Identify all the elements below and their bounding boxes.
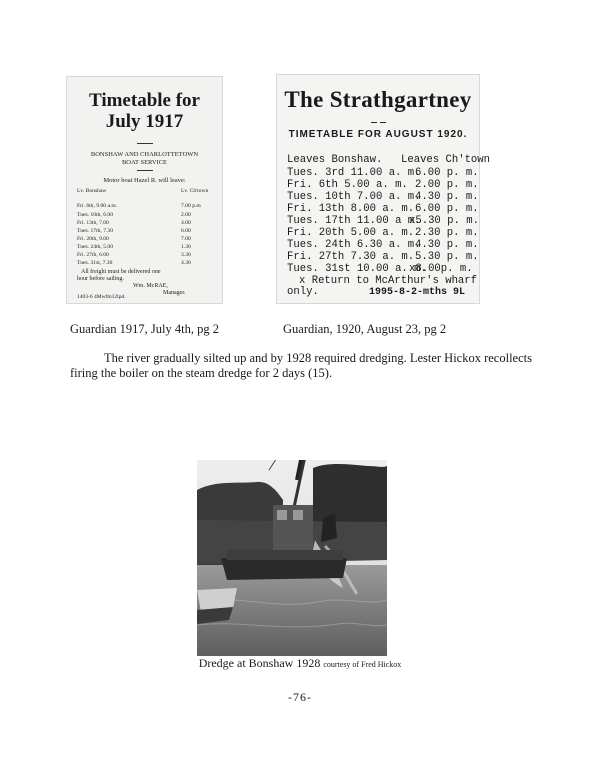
dredge-photo-image [197, 460, 387, 656]
caption-right: Guardian, 1920, August 23, pg 2 [283, 322, 447, 336]
col-left: Lv. Bonshaw [77, 188, 107, 194]
col-right: Lv. Ch'town [181, 188, 209, 194]
ad-code: 1995-8-2-mths 9L [368, 287, 465, 298]
clipping2-title: The Strathgartney [284, 87, 472, 112]
photo-caption [0, 656, 600, 671]
timetable-1917-clipping: Timetable for July 1917 BONSHAW AND CHARLOTTETOWN BOAT SERVICE Motor boat Hazel R. will leave: Lv. Bonshaw Lv. Ch'town Fri. 6th, 9.00 a.m. 7.00 p.m Tues. 10th, 6.00 2.00 Fri. 13th, 7.00 4.00 Tues. 17th, 7.30 6.00 Fri. 20th, 9.00 7.00 Tues. 24th, 5.00 1.30 Fri. 27th, 6.00 3.30 Tues. 31st, 7.30 4.30 All freight must be delivered one hour before sailing. Wm. McRAE, Manager. 1403-6 4Mwfm12lpd. [66, 76, 223, 304]
divider [371, 122, 377, 123]
clipping2-subtitle: TIMETABLE FOR AUGUST 1920. [288, 129, 468, 140]
page-number: -76- [288, 690, 312, 704]
service-line1: BONSHAW AND CHARLOTTETOWN [90, 151, 199, 158]
timetable-1920-clipping: The Strathgartney TIMETABLE FOR AUGUST 1920. Leaves Bonshaw. Leaves Ch'town Tues. 3rd 11.00 a. m. 6.00 p. m. Fri. 6th 5.00 a. m. 2.00 p. m. Tues. 10th 7.00 a. m. 4.30 p. m. Fri. 13th 8.00 a. m. 6.00 p. m. Tues. 17th 11.00 a m. x5.30 p. m. Fri. 20th 5.00 a. m. 2.30 p. m. Tues. 24th 6.30 a. m. 4.30 p. m. Fri. 27th 7.30 a. m. 5.30 p. m. Tues. 31st 10.00 a. m. x8.00p. m. x Return to McArthur's wharf only. 1995-8-2-mths 9L [276, 74, 480, 304]
clipping1-title-line1: Timetable for [89, 90, 200, 111]
signer-title: Manager. [163, 290, 186, 296]
signer: Wm. McRAE, [133, 283, 168, 289]
boat-line: Motor boat Hazel R. will leave: [103, 177, 186, 184]
photo-credit: courtesy of Fred Hickox [323, 660, 402, 669]
header-right: Leaves Ch'town [401, 154, 491, 166]
clipping1-title-line2: July 1917 [105, 111, 184, 132]
body-paragraph: The river gradually silted up and by 1928 required dredging. Lester Hickox recollects firing the boiler on the steam dredge for 2 days (15). [70, 351, 532, 380]
freight-line2: hour before sailing. [77, 276, 124, 282]
divider [137, 170, 153, 171]
freight-line1: All freight must be delivered one [81, 269, 161, 275]
caption-left: Guardian 1917, July 4th, pg 2 [70, 322, 219, 336]
ad-code: 1403-6 4Mwfm12lpd. [77, 294, 126, 300]
header-left: Leaves Bonshaw. [287, 154, 383, 166]
photo-caption-title: Dredge at Bonshaw 1928 [198, 656, 321, 670]
service-line2: BOAT SERVICE [121, 159, 168, 166]
dredge-photo [197, 460, 387, 656]
divider [137, 143, 153, 144]
